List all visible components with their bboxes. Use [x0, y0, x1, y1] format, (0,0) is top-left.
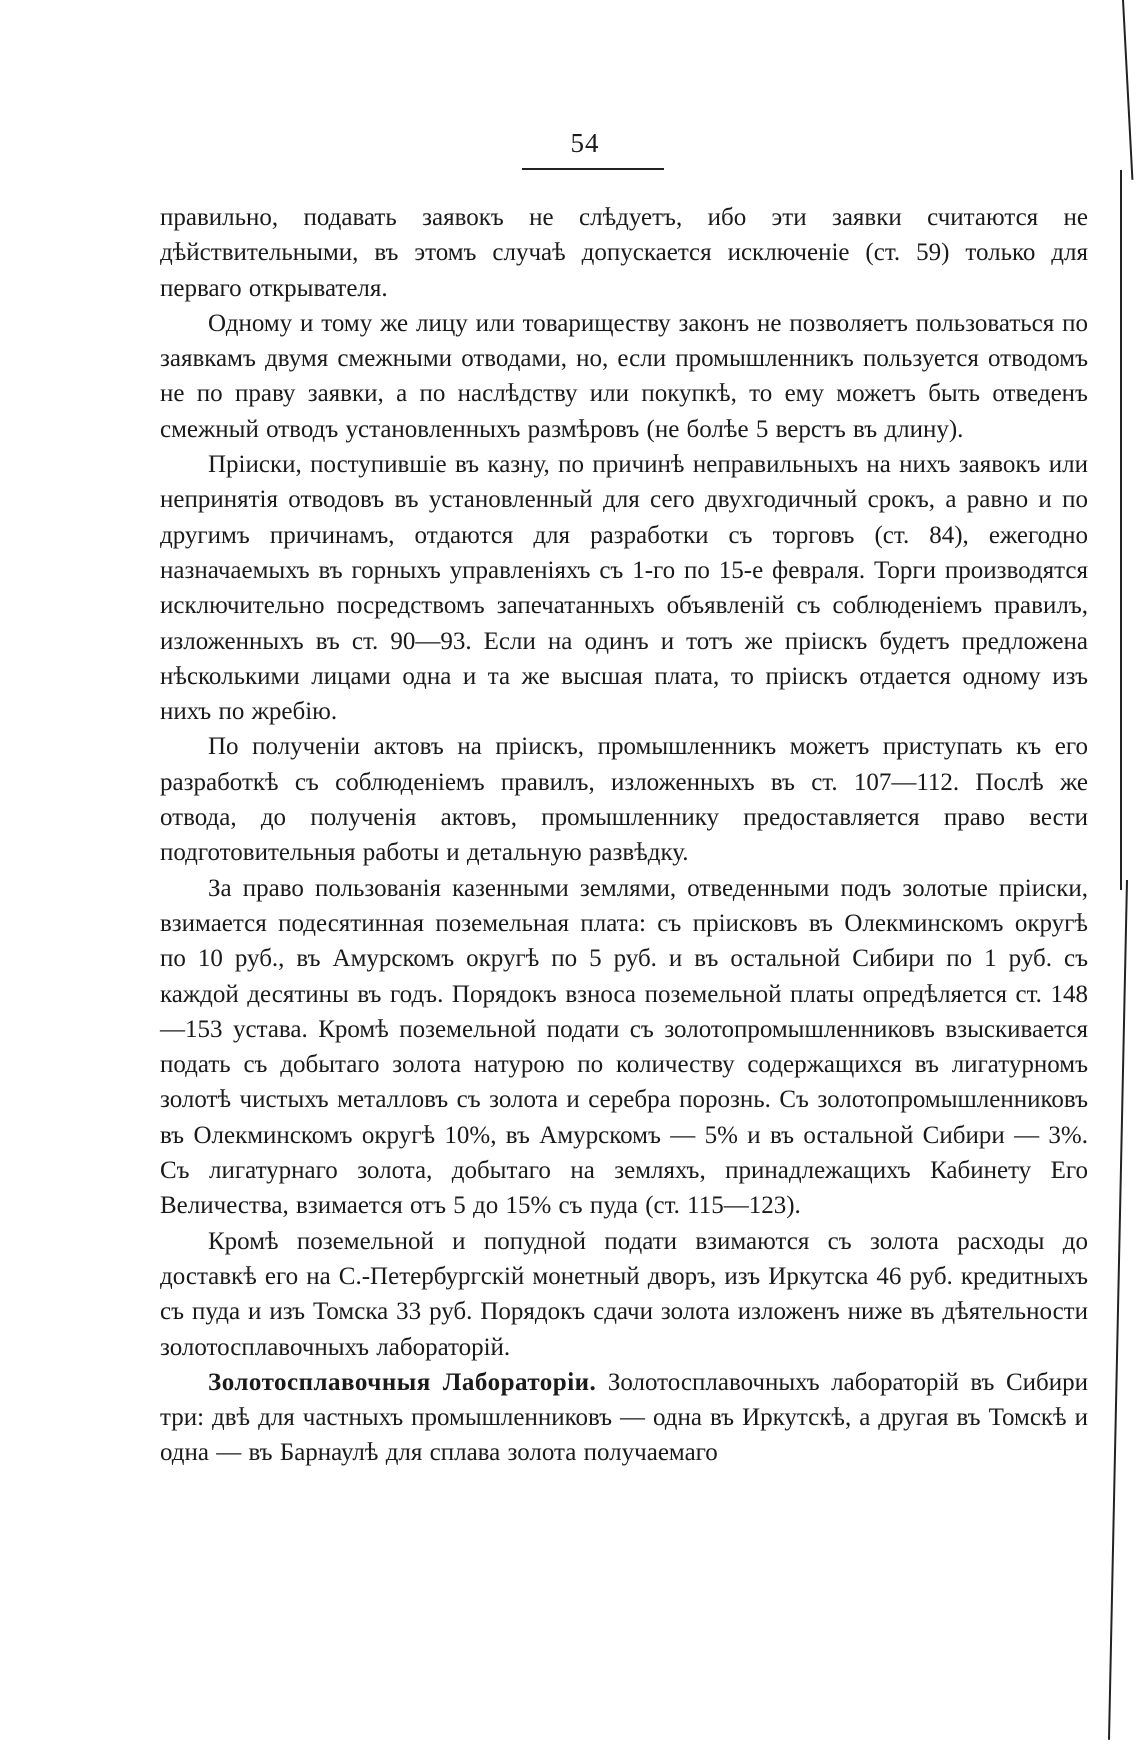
paragraph-text: Золотосплавочныхъ лабораторій въ Сибири три: двѣ для частныхъ промышленниковъ — одна въ Иркутскѣ, а другая въ Томскѣ и одна — въ Барнаулѣ для сплава золота получаемаго [160, 1368, 1089, 1467]
paragraph: Пріиски, поступившіе въ казну, по причинѣ неправильныхъ на нихъ заявокъ или непринятія отводовъ въ установленный для сего двухгодичный срокъ, а равно и по другимъ причинамъ, отдаются для разработки съ торговъ (ст. 84), ежегодно назначаемыхъ въ горныхъ управленіяхъ съ 1-го по 15-е февраля. Торги производятся исключительно посредствомъ запечатанныхъ объявленій съ соблюденіемъ правилъ, изложенныхъ въ ст. 90—93. Если на одинъ и тотъ же пріискъ будетъ предложена нѣсколькими лицами одна и та же высшая плата, то пріискъ отдается одному изъ нихъ по жребію. [160, 451, 1088, 726]
paragraph [160, 1365, 1088, 1471]
header-rule [522, 168, 664, 170]
paragraph: Одному и тому же лицу или товариществу законъ не позволяетъ пользоваться по заявкамъ двумя смежными отводами, но, если промышленникъ пользуется отводомъ не по праву заявки, а по наслѣдству или покупкѣ, то ему можетъ быть отведенъ смежный отводъ установленныхъ размѣровъ (не болѣе 5 верстъ въ длину). [160, 309, 1088, 443]
page-edge-line [1120, 170, 1122, 890]
body-text [160, 200, 1088, 1471]
section-heading: Золотосплавочныя Лабораторіи. [208, 1368, 597, 1396]
paragraph: За право пользованія казенными землями, отведенными подъ золотые пріиски, взимается подесятинная поземельная плата: съ пріисковъ въ Олекминскомъ округѣ по 10 руб., въ Амурскомъ округѣ по 5 руб. и въ остальной Сибири по 1 руб. съ каждой десятины въ годъ. Порядокъ взноса поземельной платы опредѣляется ст. 148—153 устава. Кромѣ поземельной подати съ золотопромышленниковъ взыскивается подать съ добытаго золота натурою по количеству содержащихся въ лигатурномъ золотѣ чистыхъ металловъ съ золота и серебра порознь. Съ золотопромышленниковъ въ Олекминскомъ округѣ 10%, въ Амурскомъ — 5% и въ остальной Сибири — 3%. Съ лигатурнаго золота, добытаго на земляхъ, принадлежащихъ Кабинету Его Величества, взимается отъ 5 до 15% съ пуда (ст. 115—123). [160, 874, 1088, 1220]
paragraph: правильно, подавать заявокъ не слѣдуетъ, ибо эти заявки считаются не дѣйствительными, въ этомъ случаѣ допускается исключеніе (ст. 59) только для перваго открывателя. [160, 204, 1088, 302]
paragraph: По полученіи актовъ на пріискъ, промышленникъ можетъ приступать къ его разработкѣ съ соблюденіемъ правилъ, изложенныхъ въ ст. 107—112. Послѣ же отвода, до полученія актовъ, промышленнику предоставляется право вести подготовительныя работы и детальную развѣдку. [160, 733, 1088, 867]
paragraph: Кромѣ поземельной и попудной подати взимаются съ золота расходы до доставкѣ его на С.-Петербургскій монетный дворъ, изъ Иркутска 46 руб. кредитныхъ съ пуда и изъ Томска 33 руб. Порядокъ сдачи золота изложенъ ниже въ дѣятельности золотосплавочныхъ лабораторій. [160, 1227, 1088, 1361]
page-number: 54 [570, 128, 600, 158]
page-edge-line [1108, 880, 1128, 1740]
